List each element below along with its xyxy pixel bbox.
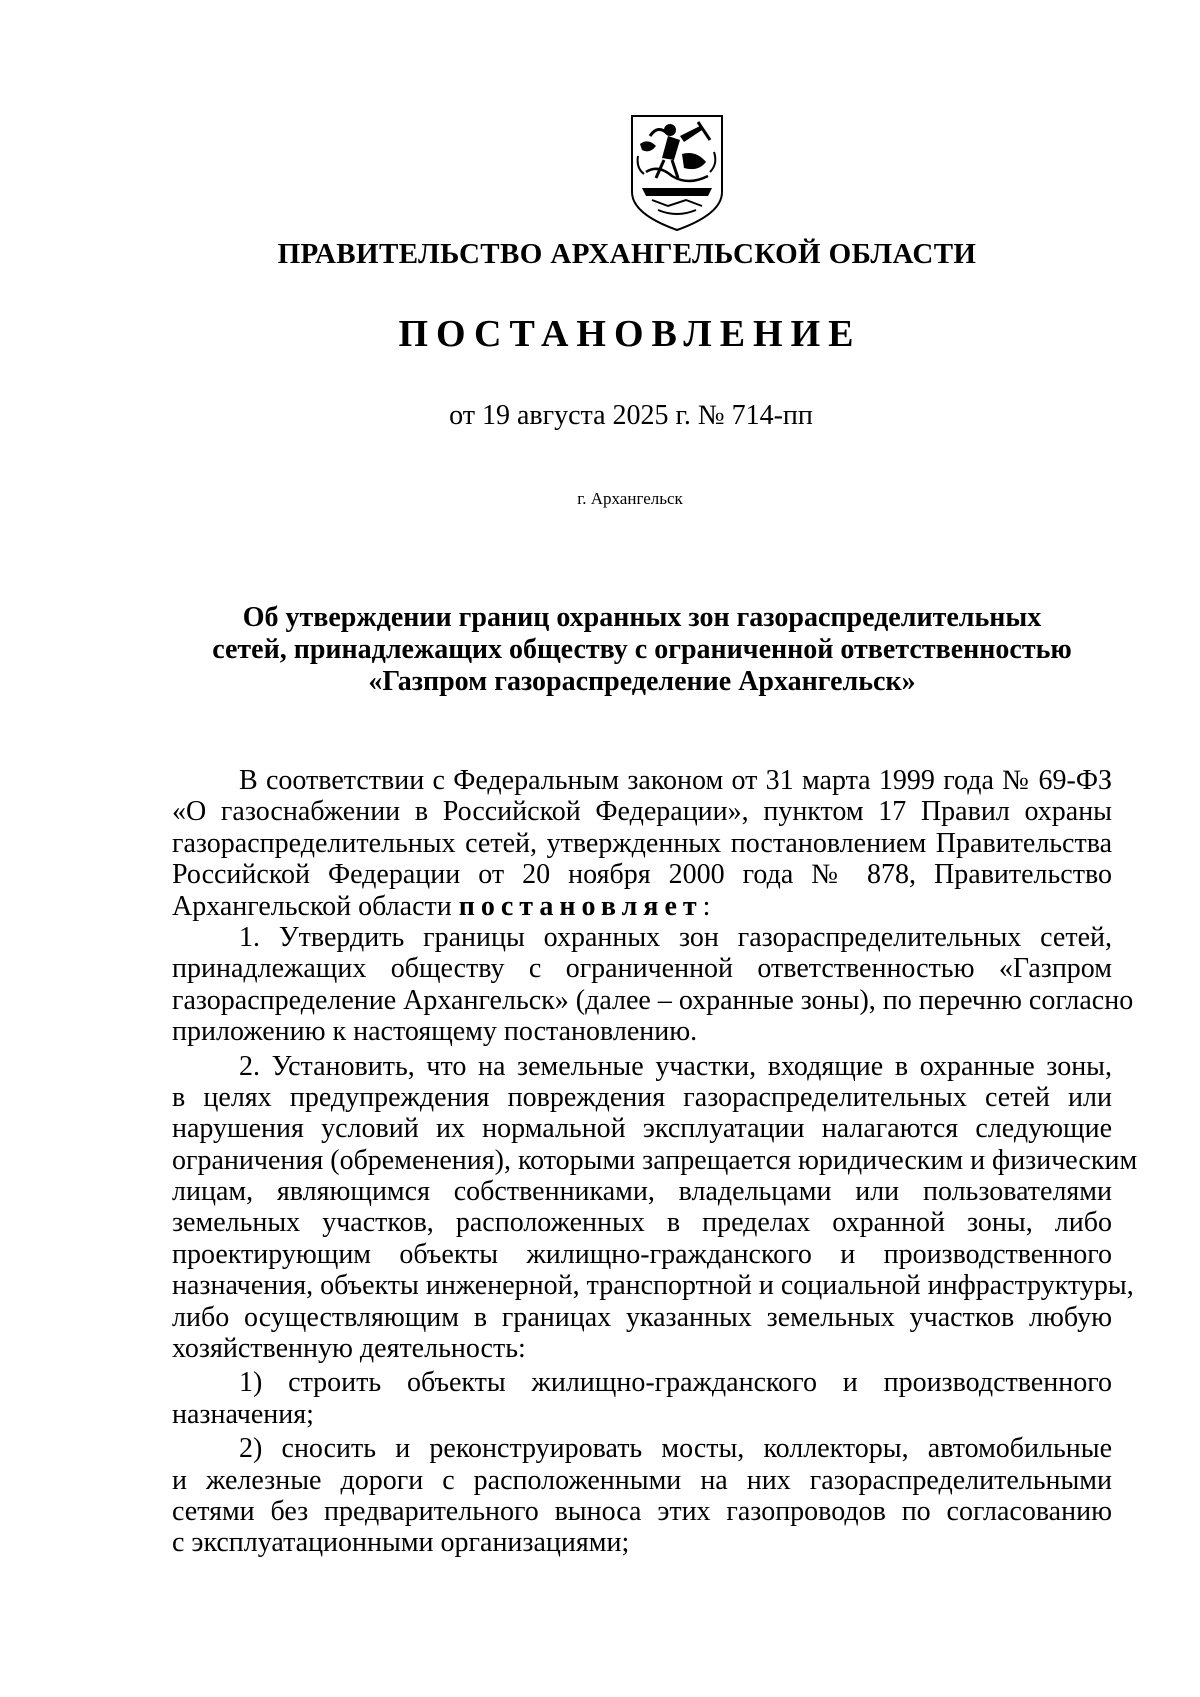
paragraph-line: 1. Утвердить границы охранных зон газораспределительных сетей, — [239, 921, 1112, 953]
paragraph-line: принадлежащих обществу с ограниченной ответственностью «Газпром — [172, 953, 1112, 985]
paragraph-line: приложению к настоящему постановлению. — [172, 1016, 698, 1048]
paragraph-line: назначения, объекты инженерной, транспортной и социальной инфраструктуры, — [172, 1270, 1134, 1302]
subject-line: сетей, принадлежащих обществу с ограниченной ответственностью — [212, 634, 1072, 665]
paragraph-line: либо осуществляющим в границах указанных земельных участков любую — [172, 1301, 1112, 1333]
subitem-1-paragraph — [172, 1367, 1112, 1430]
paragraph-line: назначения; — [172, 1398, 314, 1430]
paragraph-line: 1) строить объекты жилищно-гражданского и производственного — [239, 1367, 1112, 1399]
paragraph-line: газораспределительных сетей, утвержденных постановлением Правительства — [172, 827, 1112, 859]
paragraph-line: земельных участков, расположенных в пределах охранной зоны, либо — [172, 1207, 1112, 1239]
paragraph-text: Архангельской области — [172, 890, 459, 922]
paragraph-line: 2) сносить и реконструировать мосты, коллекторы, автомобильные — [239, 1433, 1112, 1465]
preamble-paragraph — [172, 765, 1112, 922]
coat-of-arms-emblem — [628, 114, 726, 232]
paragraph-line: ограничения (обременения), которыми запрещается юридическим и физическим — [172, 1144, 1138, 1176]
paragraph-line: 2. Установить, что на земельные участки, входящие в охранные зоны, — [239, 1050, 1112, 1082]
organization-title: ПРАВИТЕЛЬСТВО АРХАНГЕЛЬСКОЙ ОБЛАСТИ — [277, 238, 977, 270]
paragraph-line: «О газоснабжении в Российской Федерации», пунктом 17 Правил охраны — [172, 796, 1112, 828]
subject-line: «Газпром газораспределение Архангельск» — [368, 666, 916, 697]
paragraph-line: проектирующим объекты жилищно-гражданского и производственного — [172, 1238, 1112, 1270]
paragraph-line: хозяйственную деятельность: — [172, 1333, 526, 1365]
paragraph-line: нарушения условий их нормальной эксплуатации налагаются следующие — [172, 1113, 1112, 1145]
document-city: г. Архангельск — [577, 489, 683, 508]
document-body — [172, 765, 1138, 1559]
paragraph-line: в целях предупреждения повреждения газораспределительных сетей или — [172, 1081, 1112, 1113]
document-date-number: от 19 августа 2025 г. № 714-пп — [449, 400, 813, 431]
document-subject — [172, 602, 1112, 698]
paragraph-line: с эксплуатационными организациями; — [172, 1527, 630, 1559]
paragraph-line: В соответствии с Федеральным законом от 31 марта 1999 года № 69-ФЗ — [239, 765, 1112, 796]
paragraph-line: газораспределение Архангельск» (далее – охранные зоны), по перечню согласно — [172, 984, 1134, 1016]
paragraph-line: лицам, являющимся собственниками, владельцами или пользователями — [172, 1176, 1112, 1208]
document-type: ПОСТАНОВЛЕНИЕ — [398, 313, 862, 355]
item-1-paragraph — [172, 921, 1134, 1048]
resolves-keyword: постановляет — [458, 890, 703, 922]
subject-line: Об утверждении границ охранных зон газораспределительных — [242, 602, 1042, 633]
paragraph-text: : — [702, 890, 711, 922]
paragraph-line: сетями без предварительного выноса этих газопроводов по согласованию — [172, 1495, 1112, 1527]
paragraph-line: и железные дороги с расположенными на них газораспределительными — [172, 1464, 1112, 1496]
paragraph-line — [172, 891, 1112, 922]
paragraph-line: Российской Федерации от 20 ноября 2000 года № 878, Правительство — [172, 859, 1112, 891]
subitem-2-paragraph — [172, 1433, 1112, 1559]
item-2-paragraph — [172, 1050, 1138, 1365]
